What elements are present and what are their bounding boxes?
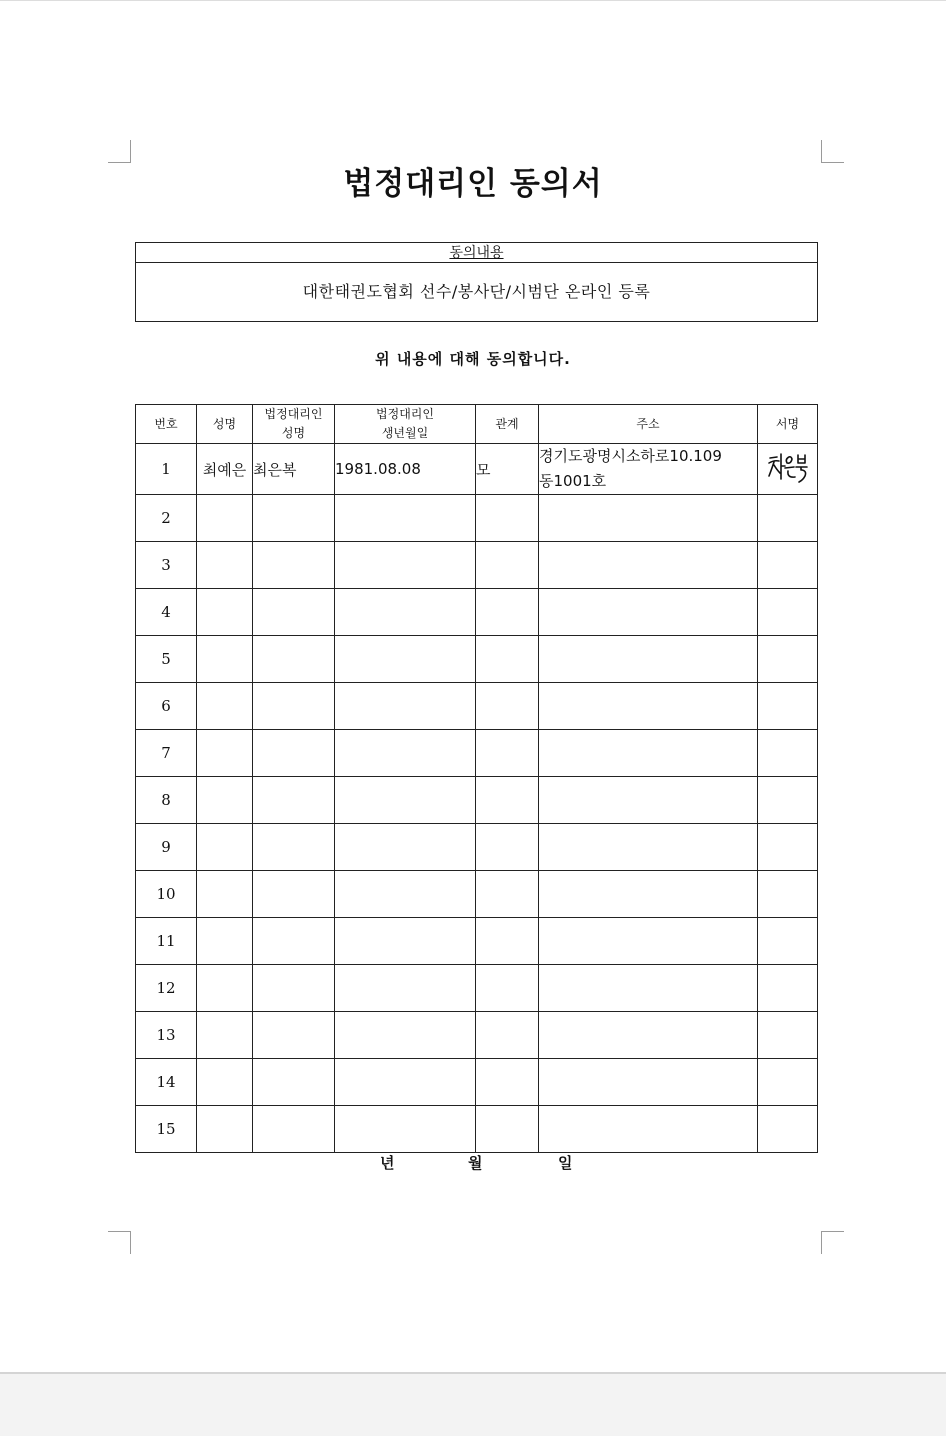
row-signature [758, 1106, 818, 1153]
row-name [197, 542, 253, 589]
page-top-border [0, 0, 946, 1]
row-name [197, 1012, 253, 1059]
row-no: 5 [136, 636, 197, 683]
table-row [136, 824, 818, 871]
row-address [539, 824, 758, 871]
row-signature [758, 495, 818, 542]
header-signature: 서명 [758, 405, 818, 444]
row-address [539, 1059, 758, 1106]
row-no: 4 [136, 589, 197, 636]
table-row [136, 1012, 818, 1059]
row-guardian-birth [335, 495, 476, 542]
row-guardian-birth [335, 589, 476, 636]
row-signature [758, 589, 818, 636]
row-guardian-birth [335, 542, 476, 589]
row-relation [476, 824, 539, 871]
row-signature [758, 871, 818, 918]
row-name [197, 730, 253, 777]
table-row [136, 1059, 818, 1106]
row-name [197, 589, 253, 636]
row-guardian-name [253, 1012, 335, 1059]
row-guardian-name [253, 683, 335, 730]
row-guardian-birth [335, 1106, 476, 1153]
crop-mark-bottom-right [821, 1231, 844, 1254]
row-guardian-name [253, 965, 335, 1012]
row-no: 2 [136, 495, 197, 542]
row-relation [476, 1106, 539, 1153]
crop-mark-bottom-left [108, 1231, 131, 1254]
row-guardian-name [253, 589, 335, 636]
row-no: 3 [136, 542, 197, 589]
row-signature [758, 824, 818, 871]
row-name [197, 918, 253, 965]
row-name [197, 871, 253, 918]
row-relation [476, 918, 539, 965]
document-title: 법정대리인 동의서 [343, 166, 603, 202]
row-address [539, 589, 758, 636]
row-signature [758, 444, 818, 495]
row-relation [476, 730, 539, 777]
row-address [539, 683, 758, 730]
row-no: 9 [136, 824, 197, 871]
consent-box [135, 242, 818, 322]
table-row [136, 871, 818, 918]
table-row [136, 730, 818, 777]
row-guardian-birth: 1981.08.08 [335, 444, 476, 495]
table-row [136, 542, 818, 589]
consent-text: 대한태권도협회 선수/봉사단/시범단 온라인 등록 [302, 282, 651, 301]
table-row [136, 683, 818, 730]
agree-statement: 위 내용에 대해 동의합니다. [375, 350, 571, 368]
row-signature [758, 542, 818, 589]
row-guardian-birth [335, 824, 476, 871]
row-address [539, 495, 758, 542]
row-no: 11 [136, 918, 197, 965]
row-relation [476, 871, 539, 918]
row-guardian-birth [335, 1059, 476, 1106]
row-address [539, 871, 758, 918]
row-guardian-name [253, 871, 335, 918]
table-row [136, 777, 818, 824]
row-name [197, 683, 253, 730]
row-address [539, 918, 758, 965]
row-guardian-name [253, 1059, 335, 1106]
table-row [136, 918, 818, 965]
row-guardian-name [253, 918, 335, 965]
row-guardian-birth [335, 730, 476, 777]
row-relation [476, 495, 539, 542]
row-no: 12 [136, 965, 197, 1012]
header-guardian-birth: 법정대리인 생년월일 [335, 405, 476, 444]
row-guardian-name [253, 1106, 335, 1153]
row-relation [476, 636, 539, 683]
table-row [136, 965, 818, 1012]
row-name [197, 777, 253, 824]
row-name [197, 1106, 253, 1153]
row-name: 최예은 [197, 444, 253, 495]
row-signature [758, 777, 818, 824]
row-relation [476, 1012, 539, 1059]
row-address [539, 636, 758, 683]
row-address [539, 542, 758, 589]
header-address: 주소 [539, 405, 758, 444]
table-row [136, 444, 818, 495]
row-guardian-birth [335, 1012, 476, 1059]
guardian-table [135, 404, 818, 1153]
table-header-row [136, 405, 818, 444]
handwritten-signature [766, 449, 810, 485]
row-address [539, 777, 758, 824]
row-no: 6 [136, 683, 197, 730]
header-name: 성명 [197, 405, 253, 444]
row-relation [476, 965, 539, 1012]
row-guardian-name [253, 542, 335, 589]
table-row [136, 495, 818, 542]
row-guardian-name: 최은복 [253, 444, 335, 495]
table-row [136, 589, 818, 636]
row-guardian-name [253, 730, 335, 777]
row-name [197, 636, 253, 683]
table-row [136, 1106, 818, 1153]
row-signature [758, 730, 818, 777]
consent-header: 동의내용 [136, 243, 817, 263]
row-no: 13 [136, 1012, 197, 1059]
row-name [197, 824, 253, 871]
date-day-label: 일 [558, 1154, 573, 1172]
row-no: 8 [136, 777, 197, 824]
row-guardian-name [253, 777, 335, 824]
row-address: 경기도광명시소하로10.109 동1001호 [539, 444, 758, 495]
row-guardian-name [253, 636, 335, 683]
row-relation: 모 [476, 444, 539, 495]
row-guardian-birth [335, 871, 476, 918]
row-address [539, 965, 758, 1012]
row-name [197, 495, 253, 542]
row-no: 1 [136, 444, 197, 495]
row-signature [758, 918, 818, 965]
row-name [197, 965, 253, 1012]
header-relation: 관계 [476, 405, 539, 444]
table-row [136, 636, 818, 683]
row-guardian-birth [335, 683, 476, 730]
date-year-label: 년 [380, 1154, 395, 1172]
row-address [539, 1106, 758, 1153]
row-relation [476, 777, 539, 824]
row-no: 10 [136, 871, 197, 918]
row-signature [758, 1012, 818, 1059]
row-signature [758, 683, 818, 730]
viewer-bottom-area [0, 1372, 946, 1436]
row-signature [758, 636, 818, 683]
date-month-label: 월 [468, 1154, 483, 1172]
row-guardian-name [253, 824, 335, 871]
row-relation [476, 589, 539, 636]
row-signature [758, 1059, 818, 1106]
row-relation [476, 683, 539, 730]
row-name [197, 1059, 253, 1106]
row-no: 15 [136, 1106, 197, 1153]
row-guardian-birth [335, 965, 476, 1012]
row-signature [758, 965, 818, 1012]
row-no: 7 [136, 730, 197, 777]
row-relation [476, 542, 539, 589]
row-address [539, 1012, 758, 1059]
row-guardian-birth [335, 777, 476, 824]
row-guardian-birth [335, 636, 476, 683]
header-guardian-name: 법정대리인 성명 [253, 405, 335, 444]
row-guardian-name [253, 495, 335, 542]
header-no: 번호 [136, 405, 197, 444]
row-address [539, 730, 758, 777]
row-no: 14 [136, 1059, 197, 1106]
row-guardian-birth [335, 918, 476, 965]
row-relation [476, 1059, 539, 1106]
